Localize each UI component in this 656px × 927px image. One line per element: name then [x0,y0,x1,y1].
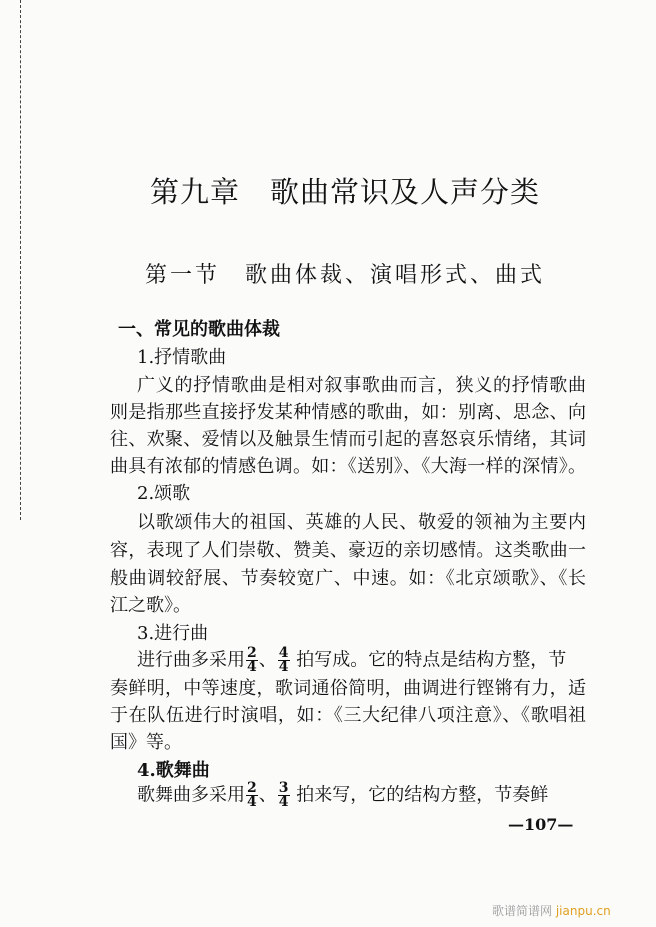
paragraph-line: 江之歌》。 [110,595,191,616]
item-heading: 1.抒情歌曲 [137,347,227,368]
text: 拍来写，它的结构方整，节奏鲜 [296,784,549,806]
time-signature: $\frac{2}{4}$ [247,645,257,675]
paragraph-line: 奏鲜明，中等速度，歌词通俗简明，曲调进行铿锵有力，适 [110,678,586,699]
paragraph-line: 广义的抒情歌曲是相对叙事歌曲而言，狭义的抒情歌曲 [137,375,586,396]
paragraph-line: 以歌颂伟大的祖国、英雄的人民、敬爱的领袖为主要内 [137,512,586,533]
section-title: 第一节 歌曲体裁、演唱形式、曲式 [145,263,542,288]
time-signature: $\frac{2}{4}$ [247,780,257,810]
separator: 、 [258,784,277,806]
text: 进行曲多采用 [137,649,245,671]
paragraph-line: 容，表现了人们崇敬、赞美、豪迈的亲切感情。这类歌曲一 [110,540,586,561]
watermark-text: 歌谱简谱网 [492,904,553,918]
item-heading: 3.进行曲 [137,623,209,644]
text: 歌舞曲多采用 [137,784,245,806]
paragraph-line: 则是指那些直接抒发某种情感的歌曲，如：别离、思念、向 [110,402,586,423]
margin-cut-line [20,0,21,520]
separator: 、 [258,649,277,671]
paragraph-line: 于在队伍进行时演唱，如：《三大纪律八项注意》、《歌唱祖 [110,705,586,726]
text: 拍写成。它的特点是结构方整，节 [296,649,567,671]
time-signature: $\frac{4}{4}$ [278,645,289,675]
item-heading: 4.歌舞曲 [137,760,210,781]
paragraph-line-with-meter [137,647,586,677]
chapter-title: 第九章 歌曲常识及人声分类 [150,175,541,209]
paragraph-line: 曲具有浓郁的情感色调。如：《送别》、《大海一样的深情》。 [110,456,586,477]
paragraph-line: 往、欢聚、爱情以及触景生情而引起的喜怒哀乐情绪，其词 [110,429,586,450]
paragraph-line-with-meter [137,782,586,812]
watermark [492,902,611,919]
time-signature: $\frac{3}{4}$ [278,780,289,810]
watermark-url: jianpu.cn [555,904,611,918]
subsection-title: 一、常见的歌曲体裁 [118,319,280,340]
page-number: —107— [508,815,574,834]
paragraph-line: 般曲调较舒展、节奏较宽广、中速。如：《北京颂歌》、《长 [110,568,586,589]
item-heading: 2.颂歌 [137,483,191,504]
paragraph-line: 国》等。 [110,732,182,753]
